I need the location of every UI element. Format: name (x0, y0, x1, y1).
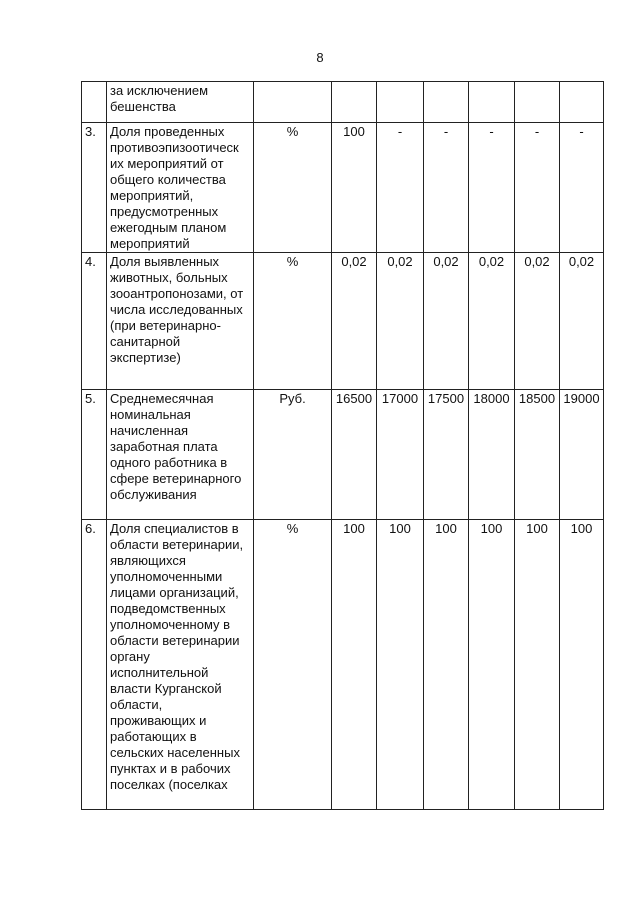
table-row (82, 123, 604, 253)
row-number-cell: 3. (82, 123, 107, 253)
row-number-cell: 6. (82, 520, 107, 810)
value-cell: - (469, 123, 515, 253)
indicator-name-cell: за исключением бешенства (107, 82, 254, 123)
value-cell: 18000 (469, 390, 515, 520)
unit-cell: % (254, 123, 332, 253)
indicators-table (81, 81, 604, 810)
indicator-name-cell: Среднемесячная номинальная начисленная заработная плата одного работника в сфере ветеринарного обслуживания (107, 390, 254, 520)
value-cell: 16500 (332, 390, 377, 520)
value-cell: 0,02 (332, 253, 377, 390)
table-row (82, 520, 604, 810)
value-cell: 17000 (377, 390, 424, 520)
value-cell: - (424, 123, 469, 253)
value-cell: 0,02 (377, 253, 424, 390)
value-cell (377, 82, 424, 123)
value-cell: 0,02 (469, 253, 515, 390)
table-row (82, 390, 604, 520)
value-cell: 100 (332, 123, 377, 253)
value-cell: 19000 (560, 390, 604, 520)
row-number-cell (82, 82, 107, 123)
row-number-cell: 5. (82, 390, 107, 520)
value-cell: 17500 (424, 390, 469, 520)
value-cell: 100 (424, 520, 469, 810)
unit-cell: Руб. (254, 390, 332, 520)
value-cell (332, 82, 377, 123)
indicator-name-cell: Доля проведенных противоэпизоотическ их мероприятий от общего количества мероприятий, предусмотренных ежегодным планом мероприятий (107, 123, 254, 253)
value-cell: 100 (332, 520, 377, 810)
value-cell: 18500 (515, 390, 560, 520)
value-cell (560, 82, 604, 123)
unit-cell: % (254, 253, 332, 390)
indicator-name-cell: Доля выявленных животных, больных зооантропонозами, от числа исследованных (при ветеринарно-санитарной экспертизе) (107, 253, 254, 390)
value-cell: - (515, 123, 560, 253)
value-cell: 0,02 (424, 253, 469, 390)
value-cell: 100 (469, 520, 515, 810)
table-row (82, 253, 604, 390)
unit-cell: % (254, 520, 332, 810)
value-cell: 100 (560, 520, 604, 810)
value-cell: 0,02 (515, 253, 560, 390)
value-cell (424, 82, 469, 123)
value-cell: 100 (377, 520, 424, 810)
value-cell: 0,02 (560, 253, 604, 390)
table-row (82, 82, 604, 123)
value-cell: 100 (515, 520, 560, 810)
unit-cell (254, 82, 332, 123)
value-cell: - (560, 123, 604, 253)
value-cell (515, 82, 560, 123)
value-cell (469, 82, 515, 123)
page-number: 8 (316, 50, 324, 65)
row-number-cell: 4. (82, 253, 107, 390)
indicator-name-cell: Доля специалистов в области ветеринарии, являющихся уполномоченными лицами организаций, подведомственных уполномоченному в области ветеринарии органу исполнительной власти Курганской области, проживающих и работающих в сельских населенных пунктах и в рабочих поселках (поселках (107, 520, 254, 810)
table-body (82, 82, 604, 810)
value-cell: - (377, 123, 424, 253)
